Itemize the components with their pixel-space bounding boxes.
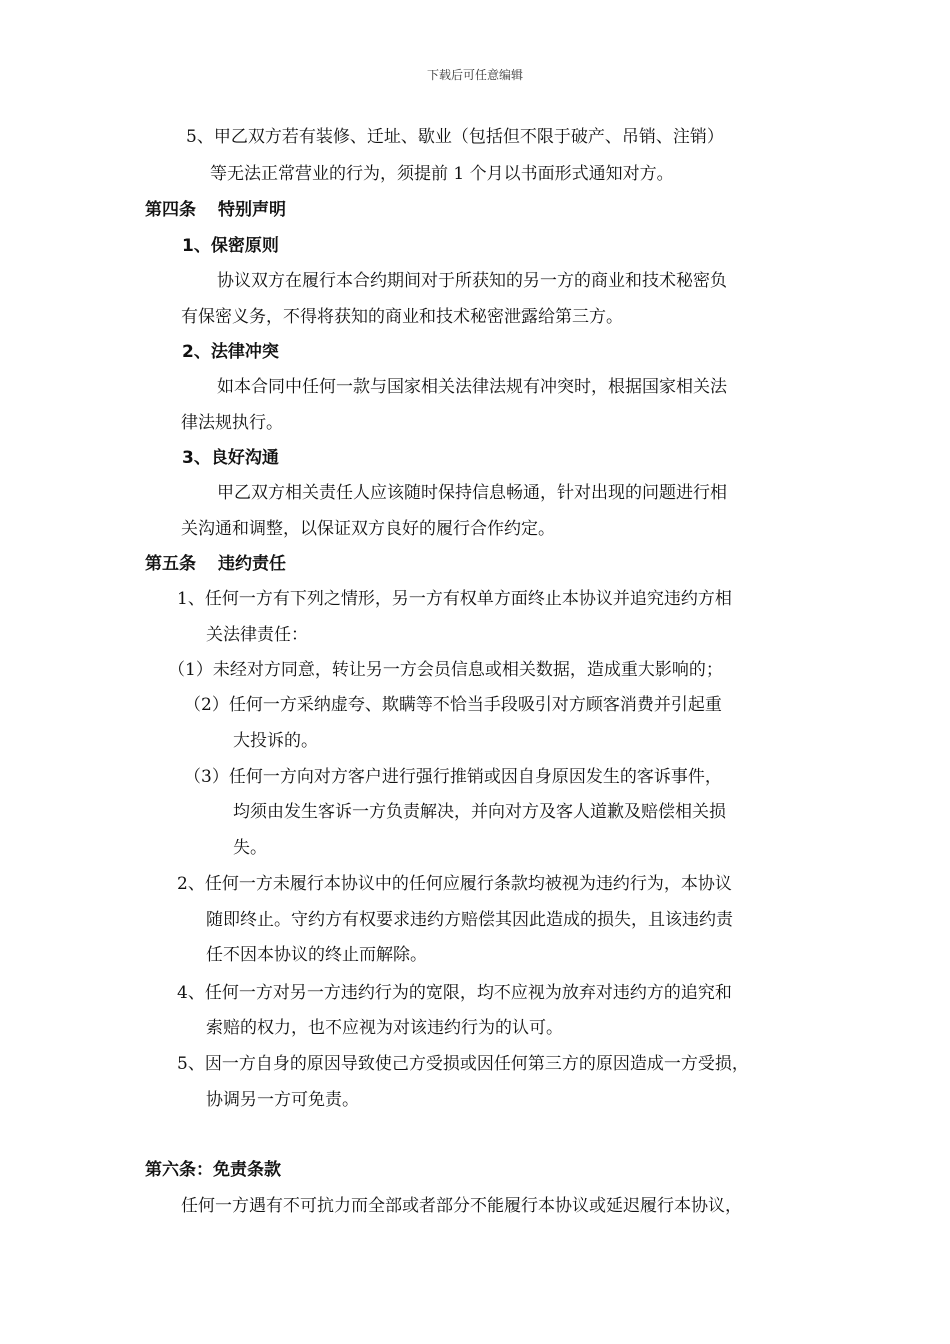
article-5-number: 第五条 (145, 554, 196, 574)
communication-line-1: 甲乙双方相关责任人应该随时保持信息畅通，针对出现的问题进行相 (217, 483, 727, 503)
article-5-heading (145, 553, 286, 575)
item-2-line-1: （2）任何一方采纳虚夸、欺瞒等不恰当手段吸引对方顾客消费并引起重 (184, 695, 722, 715)
legal-conflict-heading: 2、法律冲突 (182, 342, 279, 362)
article-6-heading: 第六条：免责条款 (145, 1160, 281, 1180)
clause-5-2-line-2: 随即终止。守约方有权要求违约方赔偿其因此造成的损失，且该违约责 (206, 910, 733, 930)
item-2-line-2: 大投诉的。 (233, 731, 318, 751)
legal-conflict-line-2: 律法规执行。 (181, 413, 283, 433)
item-3-line-1: （3）任何一方向对方客户进行强行推销或因自身原因发生的客诉事件， (184, 767, 722, 787)
confidentiality-line-2: 有保密义务，不得将获知的商业和技术秘密泄露给第三方。 (181, 307, 623, 327)
article-5-title: 违约责任 (218, 554, 286, 574)
clause-5-1-line-2: 关法律责任： (206, 625, 308, 645)
clause-5-4-line-2: 索赔的权力，也不应视为对该违约行为的认可。 (206, 1018, 563, 1038)
clause-5-2-line-3: 任不因本协议的终止而解除。 (206, 945, 427, 965)
page-header: 下载后可任意编辑 (426, 68, 523, 82)
clause-5-1-line-1: 1、任何一方有下列之情形，另一方有权单方面终止本协议并追究违约方相 (177, 589, 732, 609)
item-3-line-3: 失。 (233, 838, 267, 858)
item-1-line-1: （1）未经对方同意，转让另一方会员信息或相关数据，造成重大影响的； (168, 660, 723, 680)
legal-conflict-line-1: 如本合同中任何一款与国家相关法律法规有冲突时，根据国家相关法 (217, 377, 727, 397)
article-4-heading (145, 199, 286, 221)
clause-5-2-line-1: 2、任何一方未履行本协议中的任何应履行条款均被视为违约行为，本协议 (177, 874, 732, 894)
clause-3-5-line-2: 等无法正常营业的行为，须提前 1 个月以书面形式通知对方。 (210, 164, 674, 184)
communication-heading: 3、良好沟通 (182, 448, 279, 468)
clause-5-5-line-1: 5、因一方自身的原因导致使己方受损或因任何第三方的原因造成一方受损， (177, 1054, 749, 1074)
confidentiality-heading: 1、保密原则 (182, 236, 279, 256)
clause-3-5-line-1: 5、甲乙双方若有装修、迁址、歇业（包括但不限于破产、吊销、注销） (186, 127, 724, 147)
communication-line-2: 关沟通和调整，以保证双方良好的履行合作约定。 (181, 519, 555, 539)
clause-5-5-line-2: 协调另一方可免责。 (206, 1090, 359, 1110)
article-4-number: 第四条 (145, 200, 196, 220)
item-3-line-2: 均须由发生客诉一方负责解决，并向对方及客人道歉及赔偿相关损 (233, 802, 726, 822)
article-4-title: 特别声明 (218, 200, 286, 220)
article-6-line-1: 任何一方遇有不可抗力而全部或者部分不能履行本协议或延迟履行本协议， (181, 1196, 742, 1216)
confidentiality-line-1: 协议双方在履行本合约期间对于所获知的另一方的商业和技术秘密负 (217, 271, 727, 291)
clause-5-4-line-1: 4、任何一方对另一方违约行为的宽限，均不应视为放弃对违约方的追究和 (177, 983, 732, 1003)
